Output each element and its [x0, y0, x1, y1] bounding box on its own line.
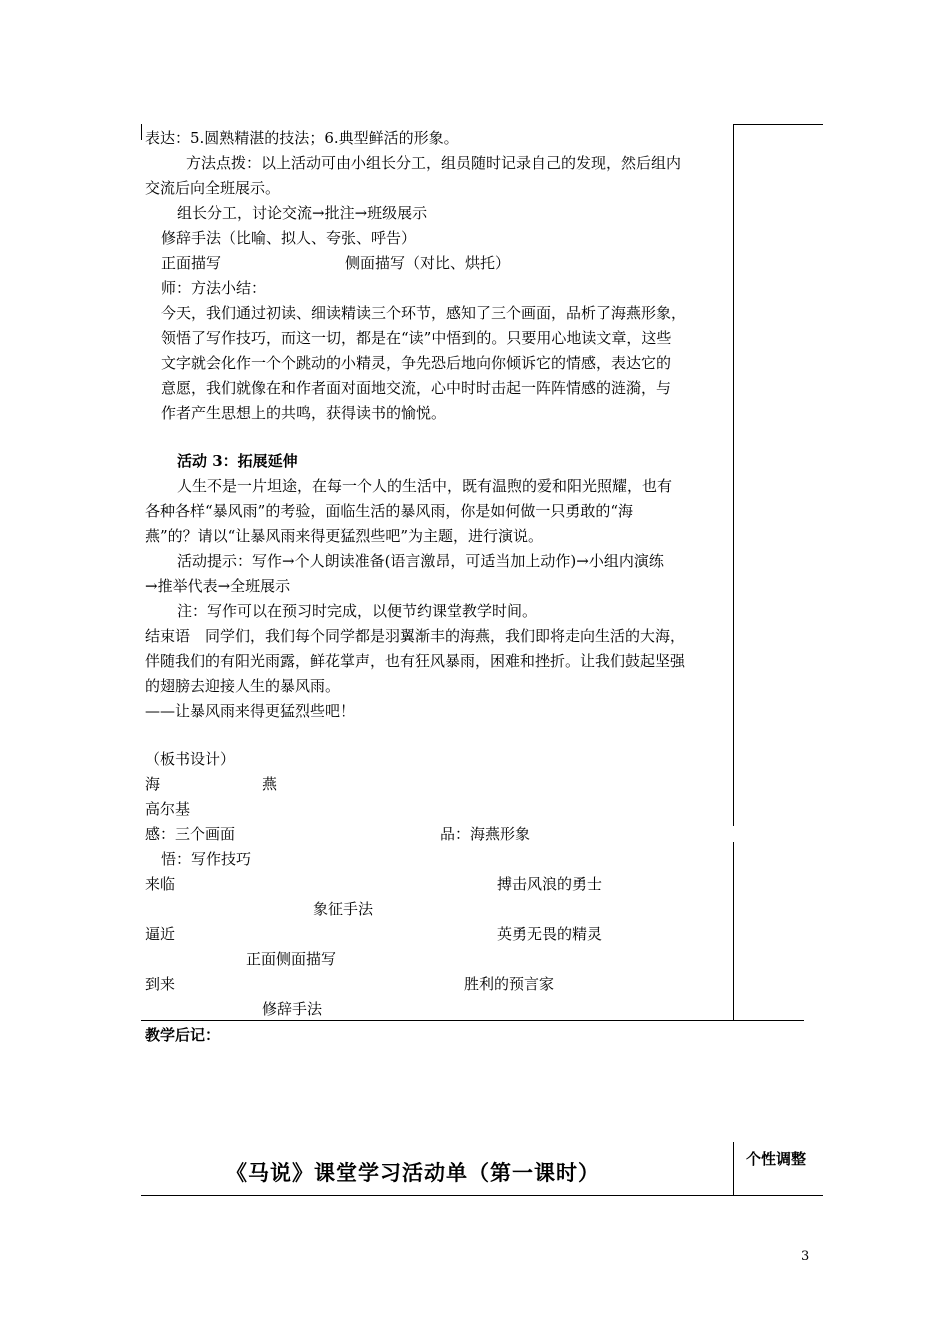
summary-line-5: 作者产生思想上的共鸣，获得读书的愉悦。	[161, 404, 447, 422]
ending-line-3: 的翅膀去迎接人生的暴风雨。	[145, 677, 341, 695]
board-arrive: 到来	[145, 975, 176, 993]
method-tip-line-2: 交流后向全班展示。	[145, 179, 281, 197]
header-column-divider	[733, 1142, 734, 1195]
summary-line-2: 领悟了写作技巧，而这一切，都是在“读”中悟到的。只要用心地读文章，这些	[161, 329, 672, 347]
header-bottom-rule	[141, 1195, 823, 1196]
teacher-summary-label: 师：方法小结：	[161, 279, 267, 297]
board-prophet: 胜利的预言家	[464, 975, 555, 993]
board-brave-fighter: 搏击风浪的勇士	[497, 875, 603, 893]
column-divider-lower	[733, 842, 734, 1020]
personal-adjustment-header: 个性调整	[746, 1150, 807, 1168]
board-design-heading: （板书设计）	[145, 750, 236, 768]
board-taste: 品：海燕形象	[440, 825, 531, 843]
group-division: 组长分工，讨论交流→批注→班级展示	[177, 204, 428, 222]
life-line-3: 燕”的？请以“让暴风雨来得更猛烈些吧”为主题，进行演说。	[145, 527, 544, 545]
board-fearless-spirit: 英勇无畏的精灵	[497, 925, 603, 943]
slogan-line: ——让暴风雨来得更猛烈些吧！	[145, 702, 356, 720]
life-line-1: 人生不是一片坦途，在每一个人的生活中，既有温煦的爱和阳光照耀，也有	[177, 477, 673, 495]
table-left-rule-top	[141, 124, 142, 140]
next-section-title: 《马说》课堂学习活动单（第一课时）	[226, 1160, 600, 1185]
summary-line-3: 文字就会化作一个个跳动的小精灵，争先恐后地向你倾诉它的情感，表达它的	[161, 354, 672, 372]
board-come: 来临	[145, 875, 176, 893]
life-line-2: 各种各样“暴风雨”的考验，面临生活的暴风雨，你是如何做一只勇敢的“海	[145, 502, 634, 520]
rhetoric-methods: 修辞手法（比喻、拟人、夸张、呼告）	[161, 229, 417, 247]
summary-line-1: 今天，我们通过初读、细读精读三个环节，感知了三个画面，品析了海燕形象，	[161, 304, 687, 322]
page-number: 3	[801, 1249, 810, 1264]
express-line: 表达：5.圆熟精湛的技法；6.典型鲜活的形象。	[145, 129, 459, 147]
method-tip-line-1: 方法点拨：以上活动可由小组长分工，组员随时记录自己的发现，然后组内	[186, 154, 682, 172]
board-feel: 感：三个画面	[145, 825, 236, 843]
board-realize: 悟：写作技巧	[161, 850, 252, 868]
board-front-side: 正面侧面描写	[246, 950, 337, 968]
column-divider-upper	[733, 124, 734, 826]
note-line: 注：写作可以在预习时完成，以便节约课堂教学时间。	[177, 602, 538, 620]
ending-line-1: 结束语 同学们，我们每个同学都是羽翼渐丰的海燕，我们即将走向生活的大海，	[145, 627, 686, 645]
side-description: 侧面描写（对比、烘托）	[345, 254, 511, 272]
board-title-yan: 燕	[262, 775, 278, 793]
activity-hint-line-2: →推举代表→全班展示	[145, 577, 291, 595]
board-approach: 逼近	[145, 925, 176, 943]
activity-3-heading: 活动 3：拓展延伸	[177, 452, 298, 470]
activity-hint-line-1: 活动提示：写作→个人朗读准备(语言激昂，可适当加上动作)→小组内演练	[177, 552, 664, 570]
table-top-rule	[733, 124, 823, 125]
ending-line-2: 伴随我们的有阳光雨露，鲜花掌声，也有狂风暴雨，困难和挫折。让我们鼓起坚强	[145, 652, 686, 670]
table-bottom-rule	[141, 1020, 804, 1021]
front-description: 正面描写	[161, 254, 222, 272]
board-rhetoric: 修辞手法	[262, 1000, 323, 1018]
board-title-hai: 海	[145, 775, 161, 793]
summary-line-4: 意愿，我们就像在和作者面对面地交流，心中时时击起一阵阵情感的涟漪，与	[161, 379, 672, 397]
board-symbolism: 象征手法	[313, 900, 374, 918]
board-author: 高尔基	[145, 800, 191, 818]
teaching-postscript-label: 教学后记：	[145, 1026, 221, 1044]
